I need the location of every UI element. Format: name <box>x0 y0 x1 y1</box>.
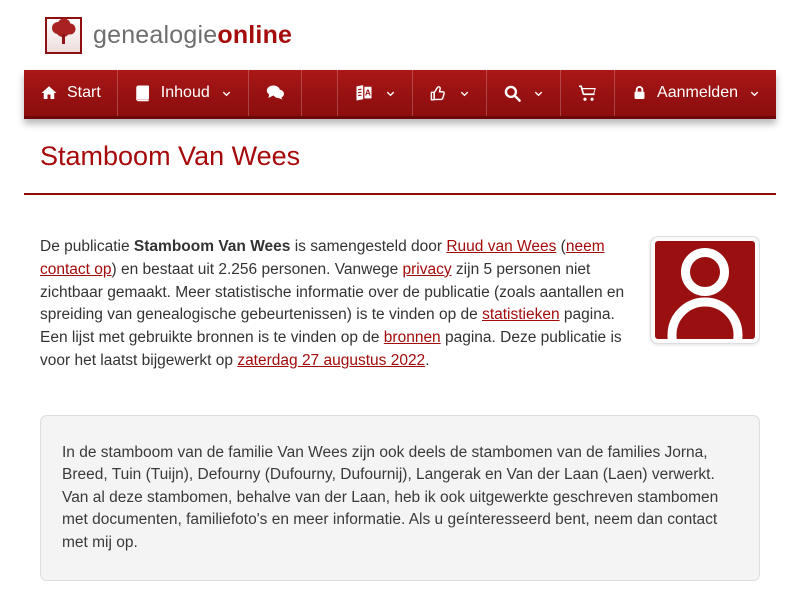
link-contact[interactable]: neem contact op <box>40 238 605 278</box>
chevron-down-icon <box>385 88 396 99</box>
chevron-down-icon <box>749 88 760 99</box>
brand-gray-part: genealogie <box>93 20 218 49</box>
intro-text: . <box>425 351 430 369</box>
thumbs-up-icon <box>429 84 448 103</box>
search-icon <box>503 84 522 103</box>
intro-text: zijn 5 personen niet zichtbaar gemaakt. Meer statistische informatie over de publicatie (zoals aantallen en spreiding van genealogische gebeurtenissen) is te vinden op de <box>40 260 625 324</box>
book-icon <box>134 84 152 102</box>
nav-item-aanmelden[interactable] <box>615 70 776 116</box>
intro-text: pagina. Een lijst met gebruikte bronnen is te vinden op de <box>40 306 615 347</box>
tree-icon <box>49 18 78 52</box>
cart-icon <box>577 83 598 103</box>
link-author[interactable]: Ruud van Wees <box>446 238 557 255</box>
comments-icon <box>265 84 285 102</box>
nav-item-start[interactable] <box>24 70 118 116</box>
family-info-text: In de stamboom van de familie Van Wees zijn ook deels de stambomen van de families Jorna, Breed, Tuin (Tuijn), Defourny (Dufourny, Dufournij), Langerak en Van der Laan (Laen) verwerkt. Van al deze stambomen, behalve van der Laan, heb ik ook uitgewerkte geschreven stambomen met documenten, familiefoto's en meer informatie. Als u geínteresseerd bent, neem dan contact met mij op. <box>62 443 719 551</box>
family-info-box <box>40 415 760 582</box>
nav-item-translate[interactable] <box>338 70 413 116</box>
chevron-down-icon <box>533 88 544 99</box>
nav-item-inhoud[interactable] <box>118 70 249 116</box>
lock-icon <box>631 84 648 102</box>
link-bronnen[interactable]: bronnen <box>383 329 441 347</box>
intro-text: is samengesteld door <box>290 238 447 255</box>
nav-item-cart[interactable] <box>561 70 615 116</box>
intro-text: ( <box>556 238 566 255</box>
intro-text: pagina. Deze publicatie is voor het laatst bijgewerkt op <box>40 329 622 369</box>
person-icon <box>655 326 755 339</box>
nav-spacer <box>302 70 338 116</box>
brand-red-part: online <box>217 20 293 49</box>
site-header <box>0 0 800 70</box>
link-statistieken[interactable]: statistieken <box>482 306 560 324</box>
chevron-down-icon <box>459 88 470 99</box>
publication-avatar <box>650 236 760 344</box>
link-privacy[interactable]: privacy <box>402 260 452 278</box>
title-divider <box>24 193 776 195</box>
intro-text: De publicatie <box>40 238 134 255</box>
main-content <box>24 141 776 581</box>
site-logo[interactable] <box>45 17 82 54</box>
nav-item-comments[interactable] <box>249 70 302 116</box>
publication-name: Stamboom Van Wees <box>133 238 291 255</box>
link-last-updated[interactable]: zaterdag 27 augustus 2022 <box>237 351 426 369</box>
nav-inhoud-label: Inhoud <box>160 84 210 101</box>
brand-wordmark[interactable] <box>93 21 292 50</box>
intro-section <box>40 236 760 373</box>
nav-aanmelden-label: Aanmelden <box>657 84 738 101</box>
nav-item-like[interactable] <box>413 70 487 116</box>
chevron-down-icon <box>221 88 232 99</box>
svg-text:A: A <box>364 87 371 98</box>
home-icon <box>40 84 58 102</box>
translate-icon <box>354 83 374 103</box>
nav-item-search[interactable] <box>487 70 561 116</box>
intro-text: ) en bestaat uit 2.256 personen. Vanwege <box>111 260 403 278</box>
main-nav <box>24 70 776 119</box>
page-title: Stamboom Van Wees <box>40 141 301 171</box>
nav-start-label: Start <box>67 84 101 101</box>
